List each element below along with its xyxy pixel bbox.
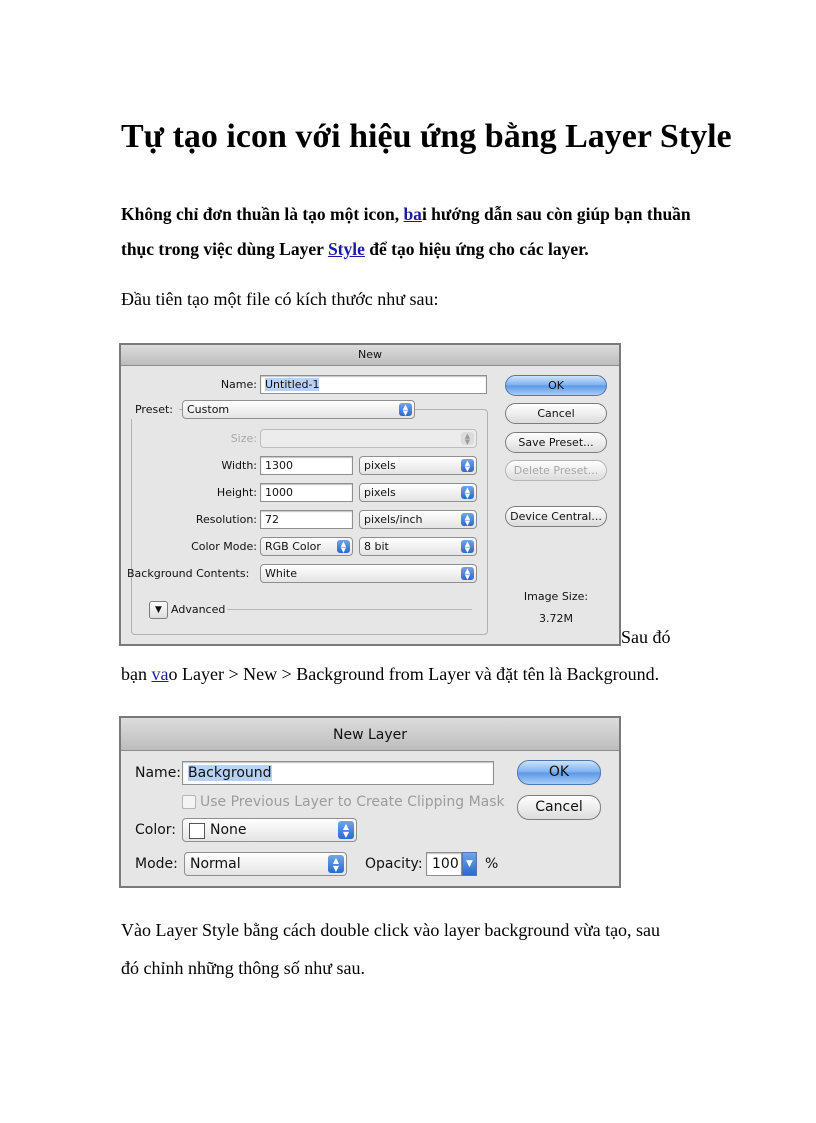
- name-input[interactable]: [260, 375, 487, 394]
- paragraph-step-1: Đầu tiên tạo một file có kích thước như sau:: [121, 289, 439, 309]
- step-2-link-vao[interactable]: va: [151, 664, 169, 684]
- clipping-mask-label: Use Previous Layer to Create Clipping Mask: [200, 794, 505, 810]
- layer-color-value: None: [210, 822, 247, 838]
- width-unit-value: pixels: [364, 459, 396, 472]
- paragraph-step-2-tail: Sau đó: [621, 627, 671, 647]
- height-unit-select[interactable]: [359, 483, 477, 502]
- color-mode-select[interactable]: [260, 537, 353, 556]
- layer-name-value: Background: [188, 765, 272, 781]
- intro-text-3: để tạo hiệu ứng cho các layer.: [364, 239, 589, 259]
- background-contents-select[interactable]: [260, 564, 477, 583]
- paragraph-step-3-line-1: Vào Layer Style bằng cách double click vào layer background vừa tạo, sau: [121, 920, 661, 940]
- height-input[interactable]: 1000: [260, 483, 353, 502]
- blend-mode-label: Mode:: [135, 856, 178, 872]
- preset-select[interactable]: [182, 400, 415, 419]
- layer-name-input[interactable]: [182, 761, 494, 785]
- layer-cancel-button[interactable]: Cancel: [517, 795, 601, 820]
- color-swatch-icon: [189, 823, 205, 839]
- updown-arrows-icon: ▲ ▼: [461, 459, 474, 472]
- paragraph-step-3-line-2: đó chỉnh những thông số như sau.: [121, 958, 366, 978]
- width-label: Width:: [221, 459, 257, 472]
- blend-mode-value: Normal: [190, 856, 241, 872]
- new-layer-dialog: [119, 716, 621, 888]
- updown-arrows-icon: ▲ ▼: [461, 432, 474, 445]
- opacity-unit: %: [485, 856, 499, 872]
- layer-ok-button[interactable]: OK: [517, 760, 601, 785]
- new-document-dialog: [119, 343, 621, 646]
- background-contents-label: Background Contents:: [127, 567, 250, 580]
- name-value: Untitled-1: [265, 378, 320, 391]
- paragraph-step-2: [121, 664, 659, 685]
- background-contents-value: White: [265, 567, 297, 580]
- new-layer-titlebar: New Layer: [121, 718, 619, 751]
- resolution-unit-select[interactable]: [359, 510, 477, 529]
- bit-depth-select[interactable]: [359, 537, 477, 556]
- updown-arrows-icon: ▲ ▼: [461, 513, 474, 526]
- resolution-unit-value: pixels/inch: [364, 513, 423, 526]
- preset-label: Preset:: [129, 400, 179, 419]
- disclosure-triangle-icon[interactable]: ▼: [149, 601, 168, 619]
- clipping-mask-checkbox[interactable]: [182, 795, 196, 809]
- intro-paragraph: [121, 197, 721, 267]
- layer-name-label: Name:: [135, 765, 182, 781]
- image-size-value: 3.72M: [539, 612, 573, 625]
- intro-text-1: Không chỉ đơn thuần là tạo một icon,: [121, 204, 404, 224]
- layer-color-select[interactable]: [182, 818, 357, 842]
- updown-arrows-icon: ▲ ▼: [328, 855, 344, 873]
- size-select[interactable]: [260, 429, 477, 448]
- height-unit-value: pixels: [364, 486, 396, 499]
- resolution-label: Resolution:: [195, 513, 257, 526]
- ok-button[interactable]: OK: [505, 375, 607, 396]
- preset-value: Custom: [187, 403, 230, 416]
- opacity-label: Opacity:: [365, 856, 423, 872]
- width-input[interactable]: 1300: [260, 456, 353, 475]
- intro-link-bai[interactable]: ba: [403, 204, 422, 224]
- updown-arrows-icon: ▲ ▼: [461, 567, 474, 580]
- updown-arrows-icon: ▲ ▼: [338, 821, 354, 839]
- new-dialog-titlebar: New: [121, 345, 619, 366]
- name-label: Name:: [220, 378, 257, 391]
- advanced-divider: [227, 609, 472, 610]
- color-mode-value: RGB Color: [265, 540, 321, 553]
- size-label: Size:: [230, 432, 257, 445]
- step-2-text-1: bạn: [121, 664, 152, 684]
- blend-mode-select[interactable]: [184, 852, 347, 876]
- width-unit-select[interactable]: [359, 456, 477, 475]
- step-2-text-2: o Layer > New > Background from Layer và đặt tên là Background.: [168, 664, 660, 684]
- resolution-input[interactable]: 72: [260, 510, 353, 529]
- save-preset-button[interactable]: Save Preset...: [505, 432, 607, 453]
- advanced-label: Advanced: [171, 603, 226, 616]
- updown-arrows-icon: ▲ ▼: [461, 486, 474, 499]
- page-title: Tự tạo icon với hiệu ứng bằng Layer Style: [121, 118, 732, 155]
- color-mode-label: Color Mode:: [191, 540, 257, 553]
- opacity-input[interactable]: 100: [426, 852, 462, 876]
- updown-arrows-icon: ▲ ▼: [337, 540, 350, 553]
- delete-preset-button[interactable]: Delete Preset...: [505, 460, 607, 481]
- updown-arrows-icon: ▲ ▼: [399, 403, 412, 416]
- layer-color-label: Color:: [135, 822, 177, 838]
- intro-text-2: i hướng dẫn sau còn giúp bạn thuần thục trong việc dùng Layer: [121, 204, 691, 259]
- image-size-label: Image Size:: [523, 590, 589, 603]
- bit-depth-value: 8 bit: [364, 540, 389, 553]
- cancel-button[interactable]: Cancel: [505, 403, 607, 424]
- updown-arrows-icon: ▲ ▼: [461, 540, 474, 553]
- opacity-dropdown-icon[interactable]: ▼: [462, 852, 477, 876]
- device-central-button[interactable]: Device Central...: [505, 506, 607, 527]
- intro-link-style[interactable]: Style: [327, 239, 365, 259]
- height-label: Height:: [216, 486, 257, 499]
